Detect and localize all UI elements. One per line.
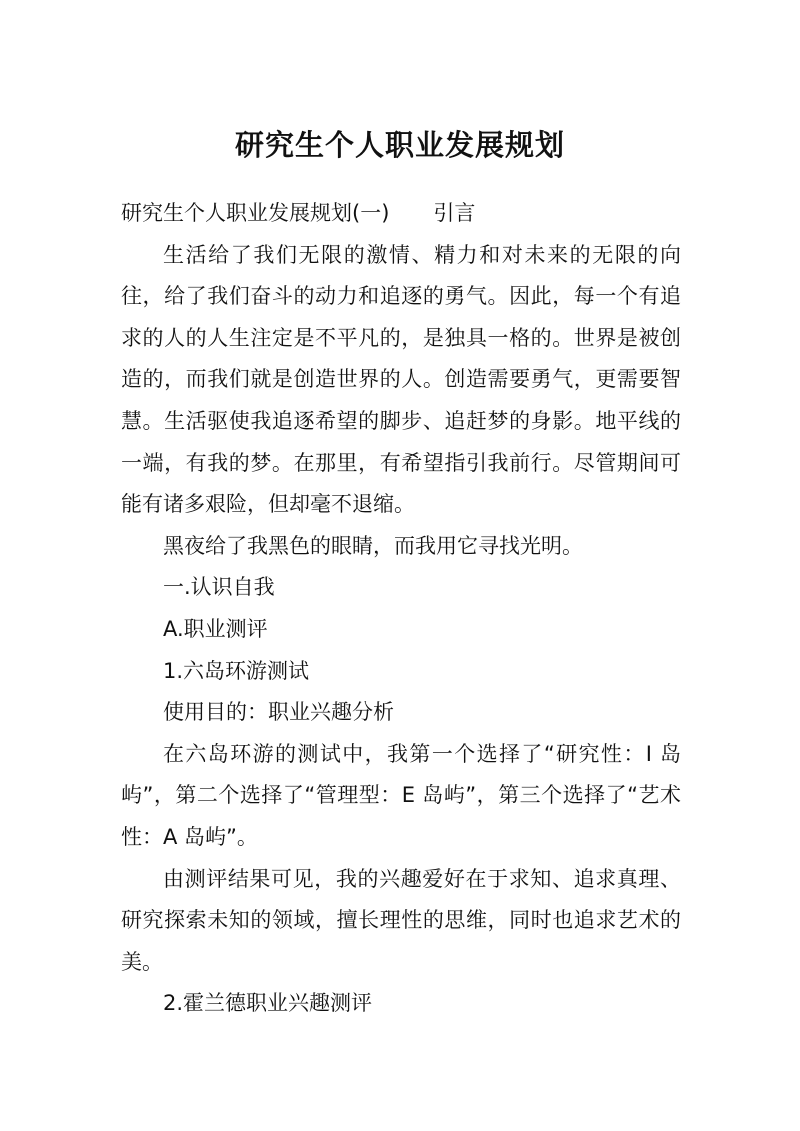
paragraph-intro: 生活给了我们无限的激情、精力和对未来的无限的向往，给了我们奋斗的动力和追逐的勇气。因此，每一个有追求的人的人生注定是不平凡的，是独具一格的。世界是被创造的，而我们就是创造世界的人。创造需要勇气，更需要智慧。生活驱使我追逐希望的脚步、追赶梦的身影。地平线的一端，有我的梦。在那里，有希望指引我前行。尽管期间可能有诸多艰险，但却毫不退缩。 [121, 242, 681, 517]
item-heading-six-islands: 1.六岛环游测试 [163, 658, 310, 683]
document-body [121, 193, 681, 1025]
subsection-heading-assessment: A.职业测评 [163, 616, 268, 641]
document-title: 研究生个人职业发展规划 [234, 128, 565, 162]
heading-line-right: 引言 [433, 201, 476, 225]
section-heading-know-yourself: 一.认识自我 [163, 575, 275, 600]
item-heading-holland: 2.霍兰德职业兴趣测评 [163, 991, 373, 1016]
paragraph-quote: 黑夜给了我黑色的眼睛，而我用它寻找光明。 [163, 533, 583, 558]
paragraph-conclusion: 由测评结果可见，我的兴趣爱好在于求知、追求真理、研究探索未知的领域，擅长理性的思维，同时也追求艺术的美。 [121, 866, 681, 974]
heading-line [121, 193, 681, 235]
paragraph-purpose: 使用目的：职业兴趣分析 [163, 700, 394, 725]
heading-line-left: 研究生个人职业发展规划(一) [121, 201, 390, 225]
paragraph-test-result: 在六岛环游的测试中，我第一个选择了“研究性：I 岛屿”，第二个选择了“管理型：E 岛屿”，第三个选择了“艺术性：A 岛屿”。 [121, 741, 681, 849]
